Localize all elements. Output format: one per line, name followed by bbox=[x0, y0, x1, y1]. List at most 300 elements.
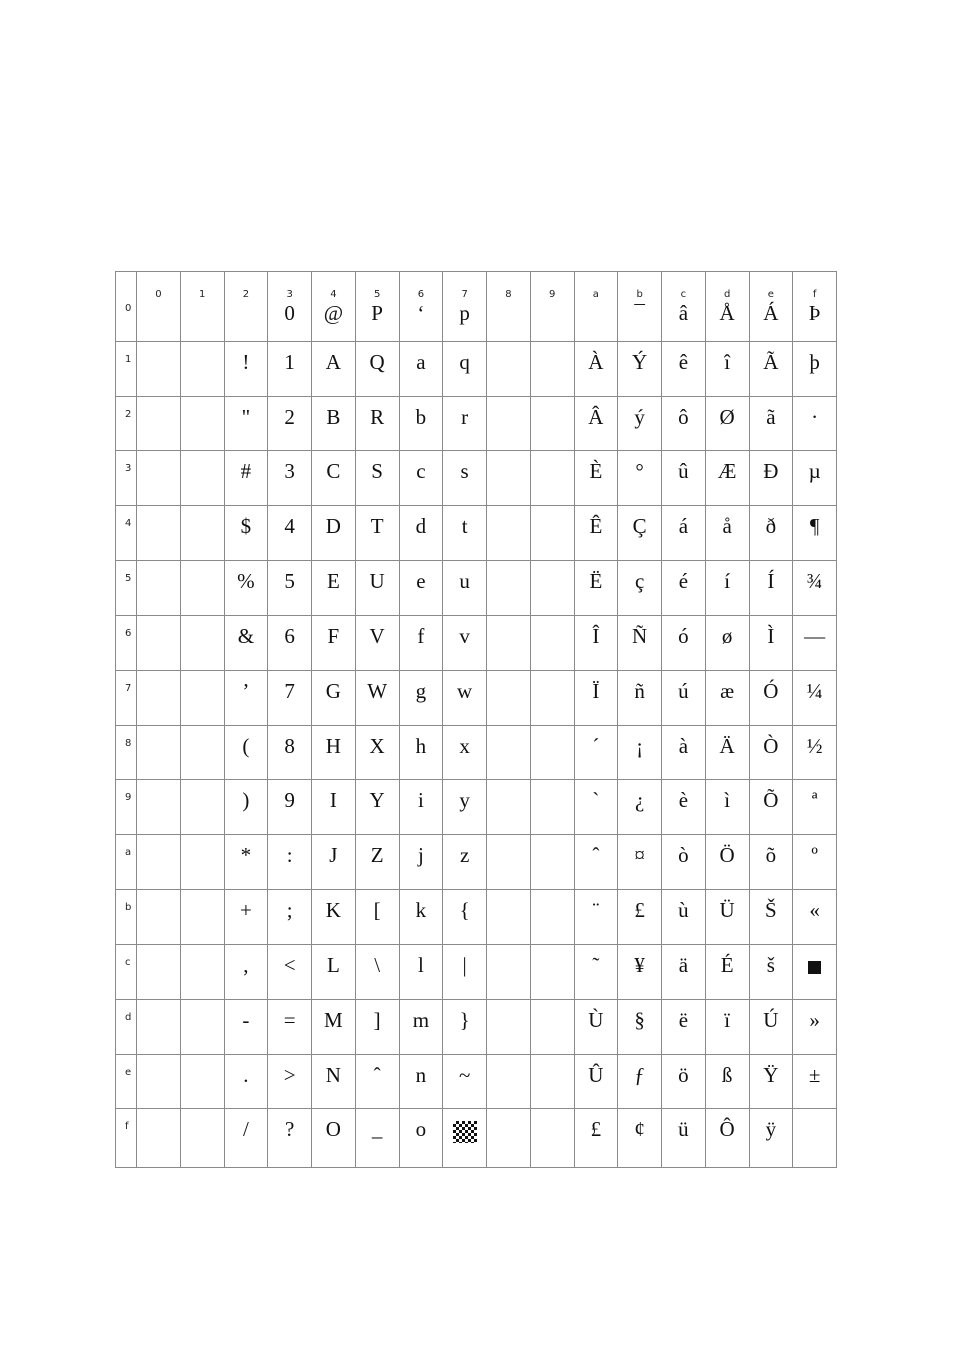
char-cell: § bbox=[618, 999, 662, 1054]
char-cell bbox=[487, 301, 531, 341]
char-row bbox=[116, 1109, 837, 1168]
char-cell: µ bbox=[793, 451, 837, 506]
char-cell: n bbox=[399, 1054, 443, 1109]
row-header: 8 bbox=[116, 725, 137, 780]
char-cell bbox=[180, 506, 224, 561]
char-row bbox=[116, 615, 837, 670]
character-set-table bbox=[115, 271, 837, 1168]
char-cell: & bbox=[224, 615, 268, 670]
char-cell: N bbox=[312, 1054, 356, 1109]
char-cell: } bbox=[443, 999, 487, 1054]
column-header: b bbox=[618, 272, 662, 302]
char-cell bbox=[487, 396, 531, 451]
char-cell: Ï bbox=[574, 670, 618, 725]
column-header: 2 bbox=[224, 272, 268, 302]
char-row bbox=[116, 396, 837, 451]
char-cell bbox=[224, 301, 268, 341]
char-cell: r bbox=[443, 396, 487, 451]
char-cell bbox=[180, 341, 224, 396]
char-cell bbox=[487, 341, 531, 396]
char-cell: s bbox=[443, 451, 487, 506]
char-cell: Ù bbox=[574, 999, 618, 1054]
char-cell bbox=[793, 1109, 837, 1168]
char-cell bbox=[180, 725, 224, 780]
char-cell: þ bbox=[793, 341, 837, 396]
char-cell bbox=[487, 1054, 531, 1109]
char-cell: ð bbox=[749, 506, 793, 561]
char-cell: " bbox=[224, 396, 268, 451]
char-row bbox=[116, 725, 837, 780]
char-cell: 7 bbox=[268, 670, 312, 725]
char-cell: ú bbox=[662, 670, 706, 725]
char-cell: U bbox=[355, 561, 399, 616]
char-cell: 9 bbox=[268, 780, 312, 835]
char-cell: Â bbox=[574, 396, 618, 451]
char-cell: Å bbox=[705, 301, 749, 341]
row-header: 1 bbox=[116, 341, 137, 396]
char-cell bbox=[530, 944, 574, 999]
char-cell bbox=[137, 341, 181, 396]
char-cell: 1 bbox=[268, 341, 312, 396]
char-cell: £ bbox=[618, 890, 662, 945]
char-cell: o bbox=[399, 1109, 443, 1168]
char-cell: ? bbox=[268, 1109, 312, 1168]
char-cell: ± bbox=[793, 1054, 837, 1109]
column-header: c bbox=[662, 272, 706, 302]
char-cell: ˆ bbox=[574, 835, 618, 890]
char-cell: Í bbox=[749, 561, 793, 616]
char-cell bbox=[137, 670, 181, 725]
char-cell: Õ bbox=[749, 780, 793, 835]
char-cell: ´ bbox=[574, 725, 618, 780]
char-cell: Ú bbox=[749, 999, 793, 1054]
row-header: f bbox=[116, 1109, 137, 1168]
char-cell: š bbox=[749, 944, 793, 999]
char-cell bbox=[137, 451, 181, 506]
char-cell: . bbox=[224, 1054, 268, 1109]
char-cell: — bbox=[793, 615, 837, 670]
column-header: 8 bbox=[487, 272, 531, 302]
char-cell: T bbox=[355, 506, 399, 561]
char-cell: · bbox=[793, 396, 837, 451]
char-cell: î bbox=[705, 341, 749, 396]
char-cell: Î bbox=[574, 615, 618, 670]
row-header: b bbox=[116, 890, 137, 945]
char-cell: \ bbox=[355, 944, 399, 999]
char-row bbox=[116, 451, 837, 506]
char-cell: ü bbox=[662, 1109, 706, 1168]
char-cell: ö bbox=[662, 1054, 706, 1109]
char-cell bbox=[137, 301, 181, 341]
column-header: 7 bbox=[443, 272, 487, 302]
char-cell: # bbox=[224, 451, 268, 506]
char-cell: 3 bbox=[268, 451, 312, 506]
char-cell: E bbox=[312, 561, 356, 616]
char-cell: x bbox=[443, 725, 487, 780]
char-cell: c bbox=[399, 451, 443, 506]
char-cell bbox=[180, 670, 224, 725]
char-cell: ( bbox=[224, 725, 268, 780]
char-cell: Ý bbox=[618, 341, 662, 396]
char-cell: V bbox=[355, 615, 399, 670]
char-cell: Đ bbox=[749, 451, 793, 506]
row-header: 0 bbox=[116, 301, 137, 341]
char-row bbox=[116, 780, 837, 835]
char-cell bbox=[180, 780, 224, 835]
char-cell: / bbox=[224, 1109, 268, 1168]
column-header-row bbox=[116, 272, 837, 302]
char-cell: Ä bbox=[705, 725, 749, 780]
char-cell bbox=[530, 835, 574, 890]
char-cell: ª bbox=[793, 780, 837, 835]
char-cell bbox=[180, 890, 224, 945]
char-cell bbox=[487, 890, 531, 945]
char-cell: I bbox=[312, 780, 356, 835]
char-cell: F bbox=[312, 615, 356, 670]
char-cell: d bbox=[399, 506, 443, 561]
char-cell bbox=[137, 890, 181, 945]
char-cell: M bbox=[312, 999, 356, 1054]
char-cell: ¾ bbox=[793, 561, 837, 616]
char-cell: 0 bbox=[268, 301, 312, 341]
char-cell: Ç bbox=[618, 506, 662, 561]
char-cell: Ÿ bbox=[749, 1054, 793, 1109]
char-cell: ï bbox=[705, 999, 749, 1054]
char-cell bbox=[180, 1054, 224, 1109]
char-cell bbox=[137, 506, 181, 561]
char-cell: > bbox=[268, 1054, 312, 1109]
char-cell: b bbox=[399, 396, 443, 451]
char-cell: é bbox=[662, 561, 706, 616]
char-cell bbox=[530, 451, 574, 506]
char-cell: ë bbox=[662, 999, 706, 1054]
char-cell: ˆ bbox=[355, 1054, 399, 1109]
char-cell: R bbox=[355, 396, 399, 451]
char-cell: j bbox=[399, 835, 443, 890]
char-cell: ° bbox=[618, 451, 662, 506]
char-cell: ¡ bbox=[618, 725, 662, 780]
black-square-glyph bbox=[808, 961, 821, 974]
char-cell: è bbox=[662, 780, 706, 835]
char-cell: ã bbox=[749, 396, 793, 451]
char-cell: g bbox=[399, 670, 443, 725]
char-cell: ó bbox=[662, 615, 706, 670]
row-header: 4 bbox=[116, 506, 137, 561]
char-cell bbox=[487, 451, 531, 506]
char-cell bbox=[574, 301, 618, 341]
char-cell bbox=[530, 1109, 574, 1168]
char-cell: v bbox=[443, 615, 487, 670]
char-cell: ¿ bbox=[618, 780, 662, 835]
char-cell: i bbox=[399, 780, 443, 835]
char-cell: ÿ bbox=[749, 1109, 793, 1168]
char-cell: @ bbox=[312, 301, 356, 341]
column-header: 4 bbox=[312, 272, 356, 302]
char-cell: e bbox=[399, 561, 443, 616]
char-cell: % bbox=[224, 561, 268, 616]
char-cell: B bbox=[312, 396, 356, 451]
char-cell: í bbox=[705, 561, 749, 616]
char-cell bbox=[137, 396, 181, 451]
char-cell bbox=[530, 890, 574, 945]
column-header: 3 bbox=[268, 272, 312, 302]
char-cell bbox=[180, 835, 224, 890]
char-cell: £ bbox=[574, 1109, 618, 1168]
char-cell: S bbox=[355, 451, 399, 506]
row-header: 5 bbox=[116, 561, 137, 616]
char-row bbox=[116, 670, 837, 725]
char-cell: ] bbox=[355, 999, 399, 1054]
char-cell: h bbox=[399, 725, 443, 780]
char-cell bbox=[180, 1109, 224, 1168]
char-cell: æ bbox=[705, 670, 749, 725]
char-cell: ñ bbox=[618, 670, 662, 725]
char-cell: * bbox=[224, 835, 268, 890]
char-cell bbox=[487, 615, 531, 670]
char-cell: » bbox=[793, 999, 837, 1054]
column-header: 1 bbox=[180, 272, 224, 302]
char-cell: õ bbox=[749, 835, 793, 890]
char-cell bbox=[137, 615, 181, 670]
char-row bbox=[116, 301, 837, 341]
char-cell bbox=[487, 944, 531, 999]
char-cell bbox=[530, 1054, 574, 1109]
row-header: d bbox=[116, 999, 137, 1054]
char-cell: ê bbox=[662, 341, 706, 396]
char-cell: $ bbox=[224, 506, 268, 561]
row-header: c bbox=[116, 944, 137, 999]
row-header: 7 bbox=[116, 670, 137, 725]
char-cell: ½ bbox=[793, 725, 837, 780]
char-cell bbox=[137, 780, 181, 835]
char-row bbox=[116, 944, 837, 999]
char-cell bbox=[487, 506, 531, 561]
char-cell: J bbox=[312, 835, 356, 890]
char-cell: Á bbox=[749, 301, 793, 341]
char-cell: ’ bbox=[224, 670, 268, 725]
char-cell: ¶ bbox=[793, 506, 837, 561]
char-cell: w bbox=[443, 670, 487, 725]
char-cell: O bbox=[312, 1109, 356, 1168]
char-cell: Ô bbox=[705, 1109, 749, 1168]
char-cell bbox=[137, 561, 181, 616]
char-cell bbox=[487, 999, 531, 1054]
char-cell: q bbox=[443, 341, 487, 396]
char-cell: ; bbox=[268, 890, 312, 945]
char-cell: ¨ bbox=[574, 890, 618, 945]
column-header: 6 bbox=[399, 272, 443, 302]
char-row bbox=[116, 561, 837, 616]
char-cell bbox=[530, 999, 574, 1054]
char-row bbox=[116, 999, 837, 1054]
char-cell: ä bbox=[662, 944, 706, 999]
char-cell: À bbox=[574, 341, 618, 396]
char-cell: Ö bbox=[705, 835, 749, 890]
char-cell: C bbox=[312, 451, 356, 506]
char-cell: p bbox=[443, 301, 487, 341]
char-cell: á bbox=[662, 506, 706, 561]
char-cell: ¯ bbox=[618, 301, 662, 341]
char-cell: 5 bbox=[268, 561, 312, 616]
char-cell bbox=[180, 999, 224, 1054]
char-cell: { bbox=[443, 890, 487, 945]
corner-cell bbox=[116, 272, 137, 302]
char-cell: ! bbox=[224, 341, 268, 396]
char-cell: ¥ bbox=[618, 944, 662, 999]
char-cell: [ bbox=[355, 890, 399, 945]
row-header: 6 bbox=[116, 615, 137, 670]
char-cell bbox=[530, 780, 574, 835]
char-cell: P bbox=[355, 301, 399, 341]
char-cell: ì bbox=[705, 780, 749, 835]
char-cell: 8 bbox=[268, 725, 312, 780]
row-header: a bbox=[116, 835, 137, 890]
char-cell bbox=[530, 341, 574, 396]
char-cell: ø bbox=[705, 615, 749, 670]
char-cell: Ì bbox=[749, 615, 793, 670]
char-cell: < bbox=[268, 944, 312, 999]
char-cell: L bbox=[312, 944, 356, 999]
char-cell bbox=[137, 999, 181, 1054]
row-header: 3 bbox=[116, 451, 137, 506]
char-cell bbox=[487, 835, 531, 890]
char-cell: | bbox=[443, 944, 487, 999]
char-cell bbox=[137, 944, 181, 999]
char-cell: ¢ bbox=[618, 1109, 662, 1168]
char-cell bbox=[530, 615, 574, 670]
char-cell: ò bbox=[662, 835, 706, 890]
char-cell: Ã bbox=[749, 341, 793, 396]
char-cell bbox=[530, 506, 574, 561]
char-cell bbox=[180, 615, 224, 670]
char-cell: 6 bbox=[268, 615, 312, 670]
char-cell bbox=[793, 944, 837, 999]
char-cell: u bbox=[443, 561, 487, 616]
char-cell: º bbox=[793, 835, 837, 890]
column-header: a bbox=[574, 272, 618, 302]
char-cell: ‘ bbox=[399, 301, 443, 341]
char-cell bbox=[530, 396, 574, 451]
char-cell bbox=[137, 1109, 181, 1168]
char-row bbox=[116, 890, 837, 945]
char-cell: ù bbox=[662, 890, 706, 945]
char-cell bbox=[180, 561, 224, 616]
char-cell: Ê bbox=[574, 506, 618, 561]
char-cell: Z bbox=[355, 835, 399, 890]
char-cell: H bbox=[312, 725, 356, 780]
char-cell: + bbox=[224, 890, 268, 945]
char-cell: A bbox=[312, 341, 356, 396]
char-cell bbox=[137, 725, 181, 780]
column-header: e bbox=[749, 272, 793, 302]
char-cell: Q bbox=[355, 341, 399, 396]
char-cell bbox=[530, 725, 574, 780]
char-cell: ß bbox=[705, 1054, 749, 1109]
char-cell: Þ bbox=[793, 301, 837, 341]
char-cell: t bbox=[443, 506, 487, 561]
column-header: 0 bbox=[137, 272, 181, 302]
char-cell: 2 bbox=[268, 396, 312, 451]
char-cell: : bbox=[268, 835, 312, 890]
char-cell: K bbox=[312, 890, 356, 945]
row-header: e bbox=[116, 1054, 137, 1109]
char-row bbox=[116, 341, 837, 396]
char-cell: a bbox=[399, 341, 443, 396]
char-cell: ˜ bbox=[574, 944, 618, 999]
char-cell: ` bbox=[574, 780, 618, 835]
char-cell: Ë bbox=[574, 561, 618, 616]
char-cell: Ø bbox=[705, 396, 749, 451]
char-cell: É bbox=[705, 944, 749, 999]
char-cell bbox=[180, 396, 224, 451]
char-cell bbox=[137, 835, 181, 890]
char-cell: - bbox=[224, 999, 268, 1054]
char-cell: ¤ bbox=[618, 835, 662, 890]
char-cell: ~ bbox=[443, 1054, 487, 1109]
char-cell: y bbox=[443, 780, 487, 835]
char-cell: à bbox=[662, 725, 706, 780]
char-cell bbox=[530, 670, 574, 725]
char-cell bbox=[530, 301, 574, 341]
char-cell: 4 bbox=[268, 506, 312, 561]
column-header: f bbox=[793, 272, 837, 302]
char-cell bbox=[487, 670, 531, 725]
column-header: d bbox=[705, 272, 749, 302]
char-cell: D bbox=[312, 506, 356, 561]
char-cell: l bbox=[399, 944, 443, 999]
column-header: 5 bbox=[355, 272, 399, 302]
char-row bbox=[116, 835, 837, 890]
checkerboard-glyph bbox=[453, 1121, 477, 1143]
char-cell bbox=[487, 561, 531, 616]
char-cell bbox=[180, 451, 224, 506]
char-cell bbox=[487, 725, 531, 780]
char-cell: ç bbox=[618, 561, 662, 616]
char-cell bbox=[487, 780, 531, 835]
char-cell bbox=[530, 561, 574, 616]
char-cell bbox=[180, 944, 224, 999]
char-cell: Û bbox=[574, 1054, 618, 1109]
row-header: 9 bbox=[116, 780, 137, 835]
char-cell: ¼ bbox=[793, 670, 837, 725]
char-cell: Y bbox=[355, 780, 399, 835]
char-row bbox=[116, 506, 837, 561]
row-header: 2 bbox=[116, 396, 137, 451]
char-cell: û bbox=[662, 451, 706, 506]
char-cell: Ó bbox=[749, 670, 793, 725]
char-cell: = bbox=[268, 999, 312, 1054]
column-header: 9 bbox=[530, 272, 574, 302]
char-cell: Š bbox=[749, 890, 793, 945]
char-cell: å bbox=[705, 506, 749, 561]
char-cell bbox=[137, 1054, 181, 1109]
char-cell: « bbox=[793, 890, 837, 945]
char-cell: ) bbox=[224, 780, 268, 835]
char-cell: ô bbox=[662, 396, 706, 451]
char-cell: G bbox=[312, 670, 356, 725]
char-cell: Ñ bbox=[618, 615, 662, 670]
char-cell bbox=[487, 1109, 531, 1168]
char-cell: , bbox=[224, 944, 268, 999]
char-cell bbox=[180, 301, 224, 341]
char-cell: k bbox=[399, 890, 443, 945]
char-cell: f bbox=[399, 615, 443, 670]
char-cell: ý bbox=[618, 396, 662, 451]
char-cell: Ò bbox=[749, 725, 793, 780]
char-cell: _ bbox=[355, 1109, 399, 1168]
char-cell: â bbox=[662, 301, 706, 341]
char-cell: m bbox=[399, 999, 443, 1054]
